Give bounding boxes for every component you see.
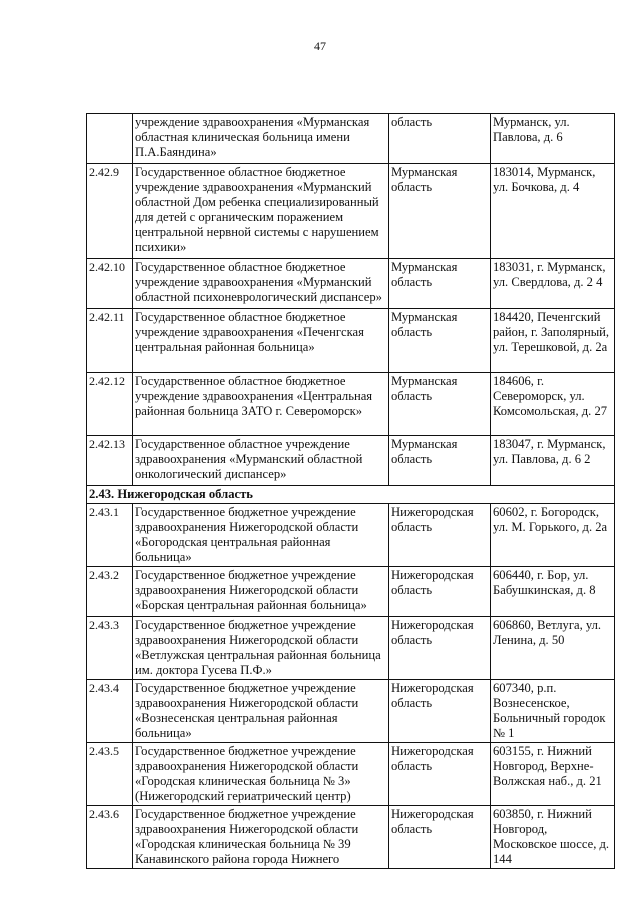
- institution-name: Государственное бюджетное учреждение здравоохранения Нижегородской области «Городская клиническая больница № 3» (Нижегородский гериатрический центр): [133, 743, 389, 806]
- institution-name: Государственное бюджетное учреждение здравоохранения Нижегородской области «Ветлужская центральная районная больница им. доктора Гусева П.Ф.»: [133, 617, 389, 680]
- row-number: 2.43.6: [87, 806, 133, 869]
- institution-name: Государственное бюджетное учреждение здравоохранения Нижегородской области «Вознесенская центральная районная больница»: [133, 680, 389, 743]
- region: Нижегородская область: [389, 567, 491, 617]
- institution-name: Государственное областное учреждение здравоохранения «Мурманский областной онкологический диспансер»: [133, 436, 389, 486]
- address: 607340, р.п. Вознесенское, Больничный городок № 1: [491, 680, 615, 743]
- table-row: [87, 504, 615, 567]
- institution-name: Государственное областное бюджетное учреждение здравоохранения «Мурманский областной психоневрологический диспансер»: [133, 259, 389, 309]
- section-heading: 2.43. Нижегородская область: [87, 486, 615, 504]
- row-number: 2.42.10: [87, 259, 133, 309]
- row-number: 2.43.5: [87, 743, 133, 806]
- address: 183047, г. Мурманск, ул. Павлова, д. 6 2: [491, 436, 615, 486]
- row-number: 2.43.2: [87, 567, 133, 617]
- address: 183031, г. Мурманск, ул. Свердлова, д. 2 4: [491, 259, 615, 309]
- table-row: [87, 309, 615, 373]
- row-number: 2.42.11: [87, 309, 133, 373]
- table-row: [87, 259, 615, 309]
- address: 603850, г. Нижний Новгород, Московское шоссе, д. 144: [491, 806, 615, 869]
- region: Мурманская область: [389, 164, 491, 259]
- section-row: [87, 486, 615, 504]
- address: 606860, Ветлуга, ул. Ленина, д. 50: [491, 617, 615, 680]
- institutions-table: [86, 113, 615, 869]
- table-row: [87, 114, 615, 164]
- table-row: [87, 743, 615, 806]
- table-row: [87, 164, 615, 259]
- address: 606440, г. Бор, ул. Бабушкинская, д. 8: [491, 567, 615, 617]
- table-row: [87, 436, 615, 486]
- region: область: [389, 114, 491, 164]
- address: 184420, Печенгский район, г. Заполярный, ул. Терешковой, д. 2а: [491, 309, 615, 373]
- institution-name: Государственное областное бюджетное учреждение здравоохранения «Печенгская центральная районная больница»: [133, 309, 389, 373]
- row-number: [87, 114, 133, 164]
- row-number: 2.43.3: [87, 617, 133, 680]
- institution-name: Государственное бюджетное учреждение здравоохранения Нижегородской области «Городская клиническая больница № 39 Канавинского района города Нижнего: [133, 806, 389, 869]
- region: Нижегородская область: [389, 617, 491, 680]
- row-number: 2.43.4: [87, 680, 133, 743]
- address: 60602, г. Богородск, ул. М. Горького, д. 2а: [491, 504, 615, 567]
- institution-name: Государственное областное бюджетное учреждение здравоохранения «Центральная районная больница ЗАТО г. Североморск»: [133, 373, 389, 436]
- institution-name: Государственное бюджетное учреждение здравоохранения Нижегородской области «Богородская центральная районная больница»: [133, 504, 389, 567]
- institution-name: учреждение здравоохранения «Мурманская областная клиническая больница имени П.А.Баяндина»: [133, 114, 389, 164]
- table-row: [87, 806, 615, 869]
- address: 184606, г. Североморск, ул. Комсомольская, д. 27: [491, 373, 615, 436]
- address: 603155, г. Нижний Новгород, Верхне-Волжская наб., д. 21: [491, 743, 615, 806]
- region: Нижегородская область: [389, 743, 491, 806]
- institution-name: Государственное областное бюджетное учреждение здравоохранения «Мурманский областной Дом ребенка специализированный для детей с органическим поражением центральной нервной системы с нарушением психики»: [133, 164, 389, 259]
- region: Мурманская область: [389, 309, 491, 373]
- region: Нижегородская область: [389, 504, 491, 567]
- row-number: 2.42.13: [87, 436, 133, 486]
- table-row: [87, 617, 615, 680]
- row-number: 2.42.9: [87, 164, 133, 259]
- table-row: [87, 567, 615, 617]
- table-row: [87, 373, 615, 436]
- region: Мурманская область: [389, 259, 491, 309]
- institution-name: Государственное бюджетное учреждение здравоохранения Нижегородской области «Борская центральная районная больница»: [133, 567, 389, 617]
- region: Нижегородская область: [389, 680, 491, 743]
- row-number: 2.42.12: [87, 373, 133, 436]
- region: Мурманская область: [389, 436, 491, 486]
- table-row: [87, 680, 615, 743]
- address: Мурманск, ул. Павлова, д. 6: [491, 114, 615, 164]
- address: 183014, Мурманск, ул. Бочкова, д. 4: [491, 164, 615, 259]
- region: Мурманская область: [389, 373, 491, 436]
- region: Нижегородская область: [389, 806, 491, 869]
- row-number: 2.43.1: [87, 504, 133, 567]
- page-number: 47: [314, 39, 326, 53]
